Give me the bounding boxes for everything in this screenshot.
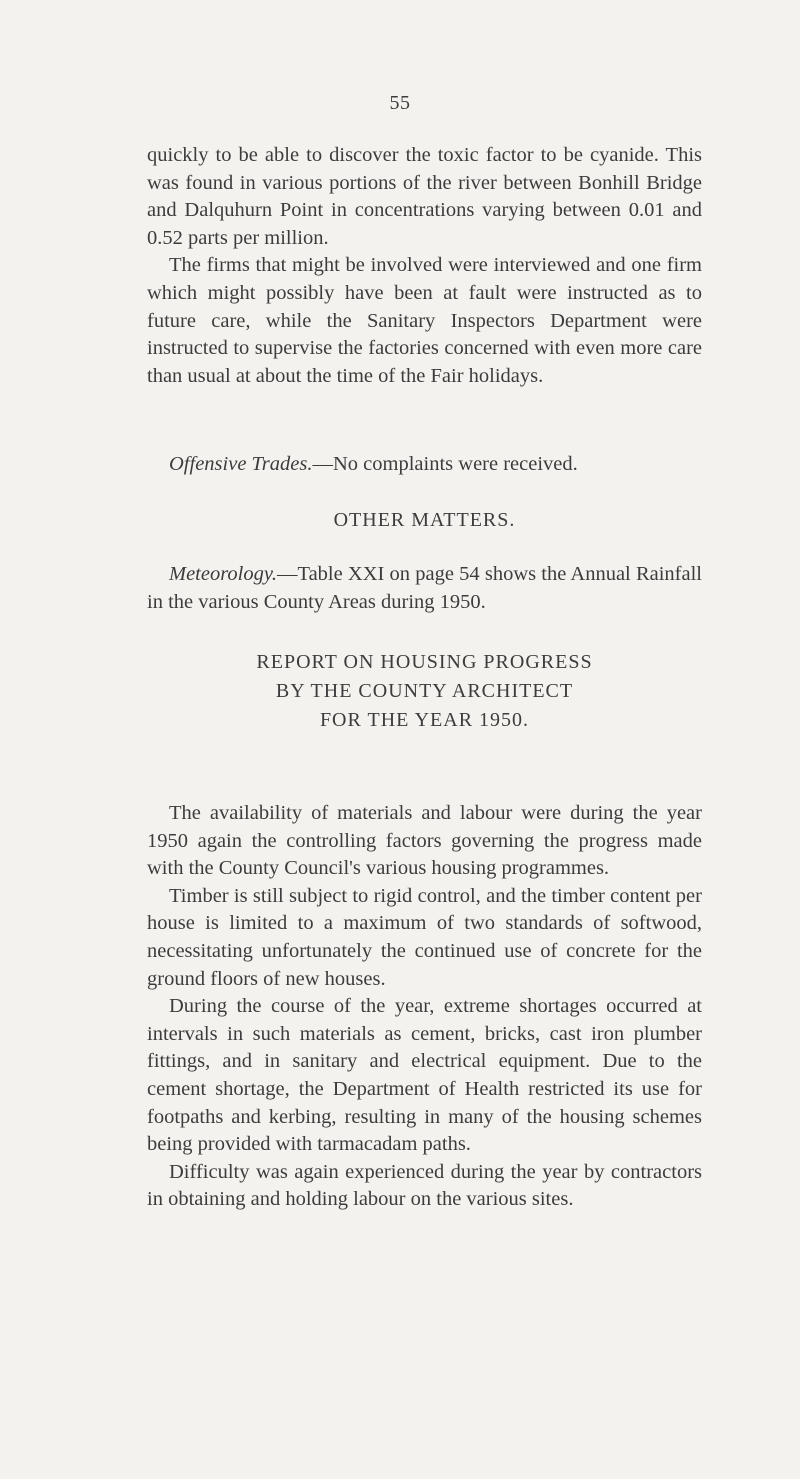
page-number: 55 — [389, 92, 411, 114]
offensive-trades-title: Offensive Trades. — [169, 453, 313, 475]
paragraph-offensive-trades — [147, 451, 702, 479]
meteorology-text: —Table XXI on page 54 shows the Annual Rainfall in the various County Areas during 1950. — [147, 563, 702, 613]
paragraph-meteorology — [147, 561, 702, 616]
paragraph-availability: The availability of materials and labour were during the year 1950 again the controlling factors governing the progress made with the County Council's various housing programmes. — [147, 802, 702, 880]
section-offensive-trades — [147, 451, 702, 479]
section-river-pollution — [147, 142, 702, 390]
report-heading-line-2: BY THE COUNTY ARCHITECT — [275, 680, 574, 702]
offensive-trades-text: —No complaints were received. — [312, 453, 578, 475]
paragraph-cyanide: quickly to be able to discover the toxic factor to be cyanide. This was found in various portions of the river between Bonhill Bridge and Dalquhurn Point in concentrations varying between 0.01 and 0.52 parts per million. — [147, 144, 702, 249]
heading-other-matters: OTHER MATTERS. — [333, 509, 516, 531]
paragraph-timber: Timber is still subject to rigid control, and the timber content per house is limited to a maximum of two standards of softwood, necessitating unfortunately the continued use of concrete for the ground floors of new houses. — [147, 884, 702, 990]
section-housing-report — [147, 800, 702, 1214]
report-heading-line-1: REPORT ON HOUSING PROGRESS — [256, 651, 593, 673]
paragraph-firms: The firms that might be involved were interviewed and one firm which might possibly have been at fault were instructed as to future care, while the Sanitary Inspectors Department were instructed to supervise the factories concerned with even more care than usual at about the time of the Fair holidays. — [147, 254, 702, 387]
section-meteorology — [147, 561, 702, 616]
report-heading-line-3: FOR THE YEAR 1950. — [319, 709, 530, 731]
report-heading — [147, 648, 702, 735]
paragraph-shortages: During the course of the year, extreme shortages occurred at intervals in such materials as cement, bricks, cast iron plumber fittings, and in sanitary and electrical equipment. Due to the cement shortage, the Department of Health restricted its use for footpaths and kerbing, resulting in many of the housing schemes being provided with tarmacadam paths. — [147, 995, 702, 1156]
paragraph-difficulty: Difficulty was again experienced during the year by contractors in obtaining and holding labour on the various sites. — [147, 1160, 702, 1211]
meteorology-title: Meteorology. — [169, 563, 277, 585]
